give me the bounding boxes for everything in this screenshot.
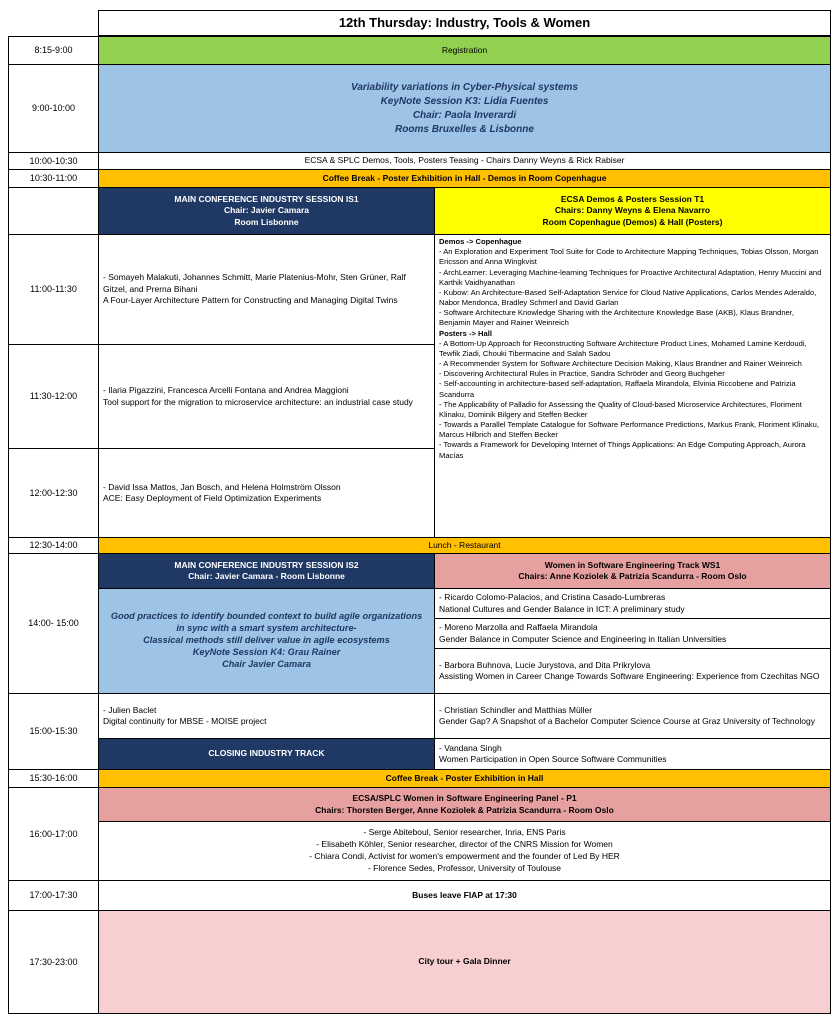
dinner-cell: City tour + Gala Dinner <box>98 910 831 1014</box>
list-item: - A Recommender System for Software Architecture Decision Making, Klaus Brandner and Rainer Weinreich <box>439 359 802 369</box>
panel-header-line: Chairs: Thorsten Berger, Anne Koziolek & Patrizia Scandurra - Room Oslo <box>315 804 614 815</box>
list-subheading: Posters -> Hall <box>439 328 492 338</box>
keynote-line: Classical methods still deliver value in agile ecosystems <box>143 635 390 646</box>
keynote-line: KeyNote Session K4: Grau Rainer <box>192 646 341 657</box>
keynote-line: Rooms Bruxelles & Lisbonne <box>395 123 534 135</box>
time-slot: 14:00- 15:00 <box>8 553 99 694</box>
buses-cell: Buses leave FIAP at 17:30 <box>98 880 831 911</box>
time-slot: 10:30-11:00 <box>8 169 99 188</box>
list-item: - Kubow: An Architecture-Based Self-Adaptation Service for Cloud Native Applications, Carlos Mendes Aderaldo, Nabor Mendonca, Bradley Schmerl and David Garlan <box>439 287 817 308</box>
session-header-line: Chair: Javier Camara <box>223 205 310 216</box>
talk-title: Assisting Women in Career Change Towards Software Engineering: Experience from Czechitas NGO <box>439 671 820 681</box>
time-slot: 15:00-15:30 <box>8 693 99 770</box>
keynote-line: Chair: Paola Inverardi <box>412 109 517 121</box>
keynote-k3-cell <box>98 64 831 153</box>
time-slot: 15:30-16:00 <box>8 769 99 788</box>
lunch-cell: Lunch - Restaurant <box>98 537 831 554</box>
time-slot: 10:00-10:30 <box>8 152 99 170</box>
keynote-line: Chair Javier Camara <box>222 658 311 669</box>
session-ws1-header <box>434 553 831 589</box>
ws1-talk <box>434 738 831 770</box>
time-slot: 8:15-9:00 <box>8 36 99 65</box>
session-header-line: Room Lisbonne <box>234 216 299 227</box>
talk-authors: - Ricardo Colomo-Palacios, and Cristina Casado-Lumbreras <box>439 592 666 603</box>
list-item: - Towards a Parallel Template Catalogue for Software Performance Predictions, Markus Frank, Floriment Klinaku, Marcus Hilbrich and Steffen Becker <box>439 420 819 440</box>
time-slot: 12:30-14:00 <box>8 537 99 554</box>
panel-header-line: ECSA/SPLC Women in Software Engineering Panel - P1 <box>352 793 577 804</box>
panel-speaker: - Elisabeth Köhler, Senior researcher, director of the CNRS Mission for Women <box>316 839 613 850</box>
talk-title: A Four-Layer Architecture Pattern for Constructing and Managing Digital Twins <box>103 295 398 306</box>
list-item: - ArchLearner: Leveraging Machine-learning Techniques for Proactive Architectural Adaptation, Henry Muccini and Karthik Vaidhyanathan <box>439 267 822 287</box>
talk-authors: - Moreno Marzolla and Raffaela Mirandola <box>439 622 598 633</box>
panel-speaker: - Florence Sedes, Professor, University of Toulouse <box>367 862 562 873</box>
list-item: - Towards a Framework for Developing Internet of Things Applications: An Edge Computing Approach, Aurora Macías <box>439 440 806 460</box>
time-slot: 9:00-10:00 <box>8 64 99 153</box>
list-subheading: Demos -> Copenhague <box>439 237 522 246</box>
time-slot-empty <box>8 187 99 235</box>
list-item: - A Bottom-Up Approach for Reconstructing Software Architecture Product Lines, Mohamed Lamine Kerdoudi, Tewfik Ziadi, Chouki Tibermacine and Salah Sadou <box>439 338 807 358</box>
coffee-break-cell: Coffee Break - Poster Exhibition in Hall - Demos in Room Copenhague <box>98 169 831 188</box>
talk-authors: - Vandana Singh <box>439 742 502 753</box>
talk-title: Gender Balance in Computer Science and Engineering in Italian Universities <box>439 633 727 644</box>
session-header-line: Women in Software Engineering Track WS1 <box>544 559 721 570</box>
session-header-line: MAIN CONFERENCE INDUSTRY SESSION IS2 <box>174 559 359 570</box>
session-header-line: MAIN CONFERENCE INDUSTRY SESSION IS1 <box>174 193 359 204</box>
session-header-line: Chair: Javier Camara - Room Lisbonne <box>188 571 345 581</box>
panel-speaker: - Chiara Condi, Activist for women's empowerment and the founder of Led By HER <box>309 851 620 861</box>
talk-title: Gender Gap? A Snapshot of a Bachelor Computer Science Course at Graz University of Technology <box>439 716 815 726</box>
list-item: - An Exploration and Experiment Tool Suite for Code to Architecture Mapping Techniques, Tobias Olsson, Morgan Ericsson and Anna Wingkvist <box>439 247 819 267</box>
list-item: - Software Architecture Knowledge Sharing with the Architecture Knowledge Base (AKB), Klaus Brandner, Benjamin Mayer and Rainer Weinreich <box>439 308 794 328</box>
talk-authors: - David Issa Mattos, Jan Bosch, and Helena Holmström Olsson <box>103 481 341 492</box>
session-is2-header <box>98 553 435 589</box>
talk-title: ACE: Easy Deployment of Field Optimization Experiments <box>103 493 322 503</box>
list-item: - Self-accounting in architecture-based self-adaptation, Raffaela Mirandola, Elvinia Riccobene and Patrizia Scandurra <box>439 379 796 399</box>
coffee-break-cell: Coffee Break - Poster Exhibition in Hall <box>98 769 831 788</box>
session-is1-header <box>98 187 435 235</box>
t1-demos-posters-list <box>434 234 831 538</box>
talk-title: Women Participation in Open Source Software Communities <box>439 754 667 764</box>
ws1-talk <box>434 618 831 649</box>
ws1-talk <box>434 693 831 739</box>
is1-talk <box>98 344 435 449</box>
talk-title: Digital continuity for MBSE - MOISE project <box>103 716 267 726</box>
time-slot: 12:00-12:30 <box>8 448 99 538</box>
session-header-line: ECSA Demos & Posters Session T1 <box>560 193 705 204</box>
time-slot: 16:00-17:00 <box>8 787 99 881</box>
talk-title: Tool support for the migration to microservice architecture: an industrial case study <box>103 396 413 407</box>
page-title: 12th Thursday: Industry, Tools & Women <box>98 10 831 36</box>
registration-cell: Registration <box>98 36 831 65</box>
talk-authors: - Julien Baclet <box>103 704 157 715</box>
time-slot: 17:30-23:00 <box>8 910 99 1014</box>
talk-authors: - Christian Schindler and Matthias Müller <box>439 704 593 715</box>
keynote-line: Variability variations in Cyber-Physical systems <box>351 81 578 93</box>
keynote-line: Good practices to identify bounded context to build agile organizations in sync with a smart system architecture- <box>110 611 423 634</box>
talk-authors: - Ilaria Pigazzini, Francesca Arcelli Fontana and Andrea Maggioni <box>103 385 349 396</box>
list-item: - The Applicability of Palladio for Assessing the Quality of Cloud-based Microservice Architectures, Floriment Klinaku, Dominik Bilgery and Steffen Becker <box>439 399 802 419</box>
time-slot: 11:30-12:00 <box>8 344 99 449</box>
talk-title: National Cultures and Gender Balance in ICT: A preliminary study <box>439 603 685 614</box>
session-header-line: Chairs: Danny Weyns & Elena Navarro <box>554 205 711 216</box>
panel-speaker: - Serge Abiteboul, Senior researcher, Inria, ENS Paris <box>363 827 566 838</box>
is1-talk <box>98 448 435 538</box>
time-slot: 11:00-11:30 <box>8 234 99 345</box>
keynote-line: KeyNote Session K3: Lidia Fuentes <box>380 95 549 107</box>
session-t1-header <box>434 187 831 235</box>
talk-authors: - Somayeh Malakuti, Johannes Schmitt, Marie Platenius-Mohr, Sten Grüner, Ralf Gitzel, and Prerna Bihani <box>103 272 406 294</box>
keynote-k4-cell <box>98 588 435 694</box>
is2-talk <box>98 693 435 739</box>
closing-industry-track-cell: CLOSING INDUSTRY TRACK <box>98 738 435 770</box>
ws1-talk <box>434 648 831 694</box>
time-slot: 17:00-17:30 <box>8 880 99 911</box>
teasing-cell: ECSA & SPLC Demos, Tools, Posters Teasing - Chairs Danny Weyns & Rick Rabiser <box>98 152 831 170</box>
is1-talk <box>98 234 435 345</box>
session-header-line: Chairs: Anne Koziolek & Patrizia Scandurra - Room Oslo <box>518 571 747 581</box>
panel-p1-header <box>98 787 831 822</box>
list-item: - Discovering Architectural Rules in Practice, Sandra Schröder and Georg Buchgeher <box>439 369 725 379</box>
panel-speakers <box>98 821 831 881</box>
ws1-talk <box>434 588 831 619</box>
session-header-line: Room Copenhague (Demos) & Hall (Posters) <box>542 216 723 227</box>
title-spacer <box>8 10 99 36</box>
talk-authors: - Barbora Buhnova, Lucie Jurystova, and Dita Prikrylova <box>439 659 651 670</box>
